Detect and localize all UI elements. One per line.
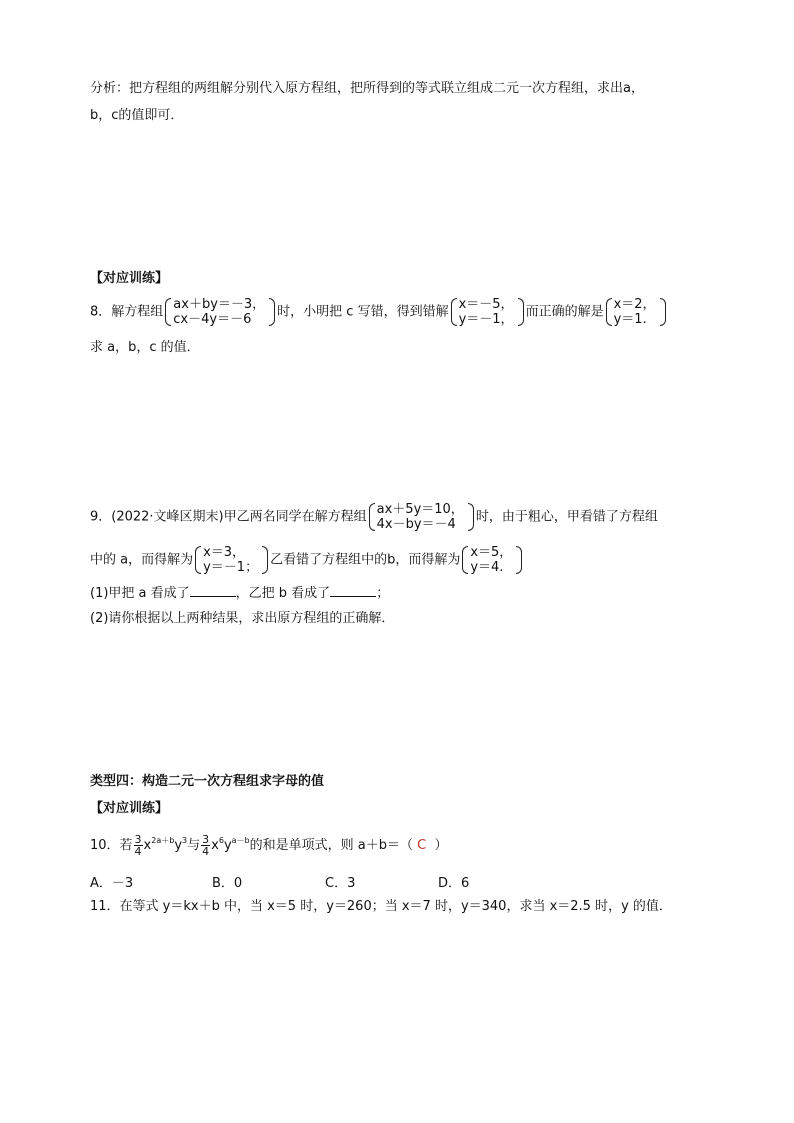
q10-fraction-1-num: 3: [134, 833, 142, 846]
answer-blank-a[interactable]: [190, 584, 236, 597]
q9-sol1-x: x＝3，: [203, 545, 246, 560]
q8-middle-text-2: 而正确的解是: [525, 304, 604, 320]
q9-part-1-b: ，乙把 b 看成了: [235, 586, 331, 601]
q9-prefix: 9．(2022·文峰区期末)甲乙两名同学在解方程组: [90, 509, 367, 525]
q10-prefix: 10．若: [90, 838, 133, 853]
q8-line-2: 求 a，b，c 的值．: [90, 340, 200, 355]
q8-correct-solution: [606, 297, 666, 327]
q8-correct-x: x＝2，: [613, 297, 656, 312]
q8-correct-y: y＝1.: [613, 312, 647, 327]
q8-prefix: 8．解方程组: [90, 304, 164, 320]
q9-equation-system: [369, 502, 474, 532]
q10-connector: 与: [187, 838, 201, 853]
question-11: 11．在等式 y＝kx＋b 中，当 x＝5 时，y＝260；当 x＝7 时，y＝340，求当 x＝2.5 时，y 的值．: [90, 899, 672, 914]
section-heading-training-2: 【对应训练】: [90, 801, 169, 816]
q10-fraction-1-den: 4: [134, 845, 142, 858]
q10-fraction-1: [134, 834, 143, 857]
question-9: [90, 502, 658, 532]
q10-fraction-2: [201, 834, 210, 857]
q9-line-2-b: 乙看错了方程组中的b，而得解为: [270, 552, 461, 568]
q10-suffix: 的和是单项式，则 a＋b＝（: [249, 838, 413, 853]
q8-wrong-solution: [451, 297, 524, 327]
q10-fraction-2-den: 4: [202, 845, 210, 858]
q9-equation-1: ax＋5y＝10，: [376, 502, 464, 517]
answer-blank-b[interactable]: [330, 584, 376, 597]
q9-suffix: 时，由于粗心，甲看错了方程组: [475, 509, 658, 525]
q9-part-1-c: ；: [376, 586, 390, 601]
q10-option-b[interactable]: B．0: [212, 876, 243, 891]
q10-answer: C: [417, 838, 427, 853]
question-10: [90, 834, 447, 857]
q9-equation-2: 4x－by＝－4: [376, 517, 456, 532]
analysis-line-2: b，c的值即可．: [90, 108, 184, 123]
q8-equation-system: [165, 297, 275, 327]
section-heading-training-1: 【对应训练】: [90, 271, 169, 286]
q10-close: ）: [434, 838, 448, 853]
q10-term-2: $x^6y^{a-b}$: [211, 836, 250, 853]
q10-option-a[interactable]: A．－3: [90, 876, 134, 891]
q9-part-2: (2)请你根据以上两种结果，求出原方程组的正确解．: [90, 611, 395, 626]
q8-wrong-y: y＝－1，: [458, 312, 514, 327]
q9-line-2-a: 中的 a，而得解为: [90, 552, 194, 568]
q8-equation-2: cx－4y＝－6: [173, 312, 252, 327]
analysis-line-1: 分析：把方程组的两组解分别代入原方程组，把所得到的等式联立组成二元一次方程组，求出a，: [90, 81, 644, 96]
q9-sol2-y: y＝4.: [470, 560, 504, 575]
q10-fraction-2-num: 3: [202, 833, 210, 846]
q9-sol2-x: x＝5，: [470, 545, 513, 560]
q8-middle-text-1: 时，小明把 c 写错，得到错解: [277, 304, 449, 320]
q9-line-2: [90, 545, 524, 575]
q9-part-1-a: (1)甲把 a 看成了: [90, 586, 190, 601]
q8-equation-1: ax＋by＝－3，: [173, 297, 266, 312]
q10-option-c[interactable]: C．3: [325, 876, 356, 891]
q9-solution-1: [195, 545, 268, 575]
q8-wrong-x: x＝－5，: [458, 297, 514, 312]
question-8: [90, 297, 668, 327]
q10-option-d[interactable]: D．6: [438, 876, 470, 891]
q10-term-1: $x^{2a+b}y^3$: [143, 836, 188, 853]
q9-solution-2: [462, 545, 522, 575]
q9-part-1: [90, 584, 389, 603]
q9-sol1-y: y＝－1；: [203, 560, 259, 575]
type-4-heading: 类型四：构造二元一次方程组求字母的值: [90, 774, 325, 789]
